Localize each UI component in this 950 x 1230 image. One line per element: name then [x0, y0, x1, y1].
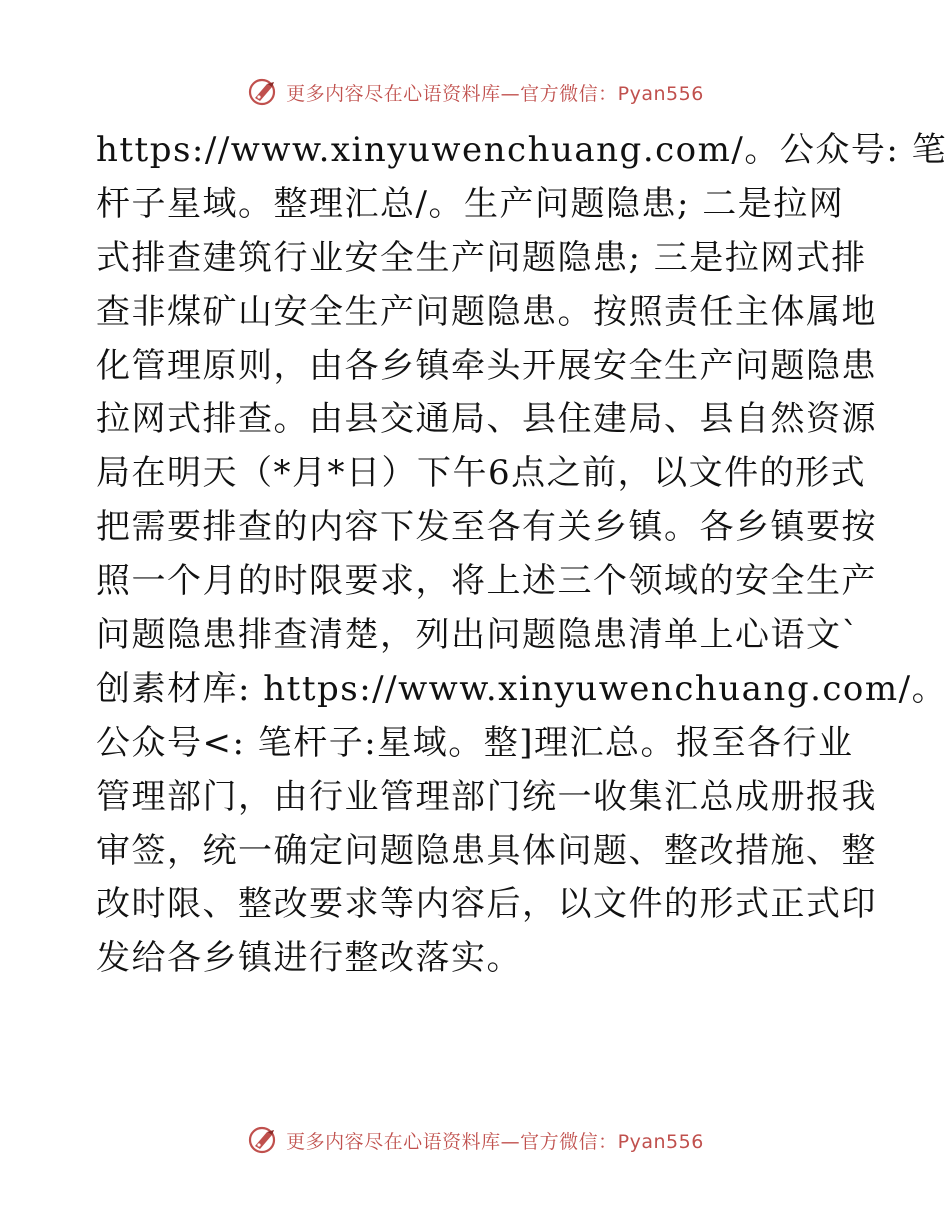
- pen-nib-logo-icon: [246, 1123, 280, 1157]
- document-line: https://www.xinyuwenchuang.com/。公众号: 笔: [96, 130, 948, 170]
- footer-text: 更多内容尽在心语资料库—官方微信：Pyan556: [286, 1130, 704, 1153]
- header-text: 更多内容尽在心语资料库—官方微信：Pyan556: [286, 82, 704, 105]
- pen-nib-logo-icon: [246, 75, 280, 109]
- document-line: 杆子星域。整理汇总/。生产问题隐患; 二是拉网: [96, 183, 845, 224]
- footer-banner: [0, 1120, 950, 1160]
- document-line: 把需要排查的内容下发至各有关乡镇。各乡镇要按: [96, 507, 877, 548]
- document-line: 创素材库: https://www.xinyuwenchuang.com/。: [96, 668, 948, 709]
- document-line: 拉网式排查。由县交通局、县住建局、县自然资源: [96, 399, 877, 440]
- document-line: 改时限、整改要求等内容后，以文件的形式正式印: [96, 884, 877, 925]
- document-line: 公众号<: 笔杆子:星域。整]理汇总。报至各行业: [96, 722, 854, 763]
- document-line: 式排查建筑行业安全生产问题隐患; 三是拉网式排: [96, 237, 867, 278]
- document-line: 查非煤矿山安全生产问题隐患。按照责任主体属地: [96, 291, 877, 332]
- header-banner: [0, 72, 950, 112]
- document-body: [96, 124, 948, 986]
- document-line: 局在明天（*月*日）下午6点之前，以文件的形式: [96, 453, 867, 494]
- document-line: 照一个月的时限要求，将上述三个领域的安全生产: [96, 561, 877, 602]
- document-line: 化管理原则，由各乡镇牵头开展安全生产问题隐患: [96, 345, 877, 386]
- document-line: 发给各乡镇进行整改落实。: [96, 938, 522, 979]
- document-line: 管理部门，由行业管理部门统一收集汇总成册报我: [96, 776, 877, 817]
- document-line: 问题隐患排查清楚，列出问题隐患清单上心语文`: [96, 615, 860, 656]
- document-line: 审签，统一确定问题隐患具体问题、整改措施、整: [96, 830, 877, 871]
